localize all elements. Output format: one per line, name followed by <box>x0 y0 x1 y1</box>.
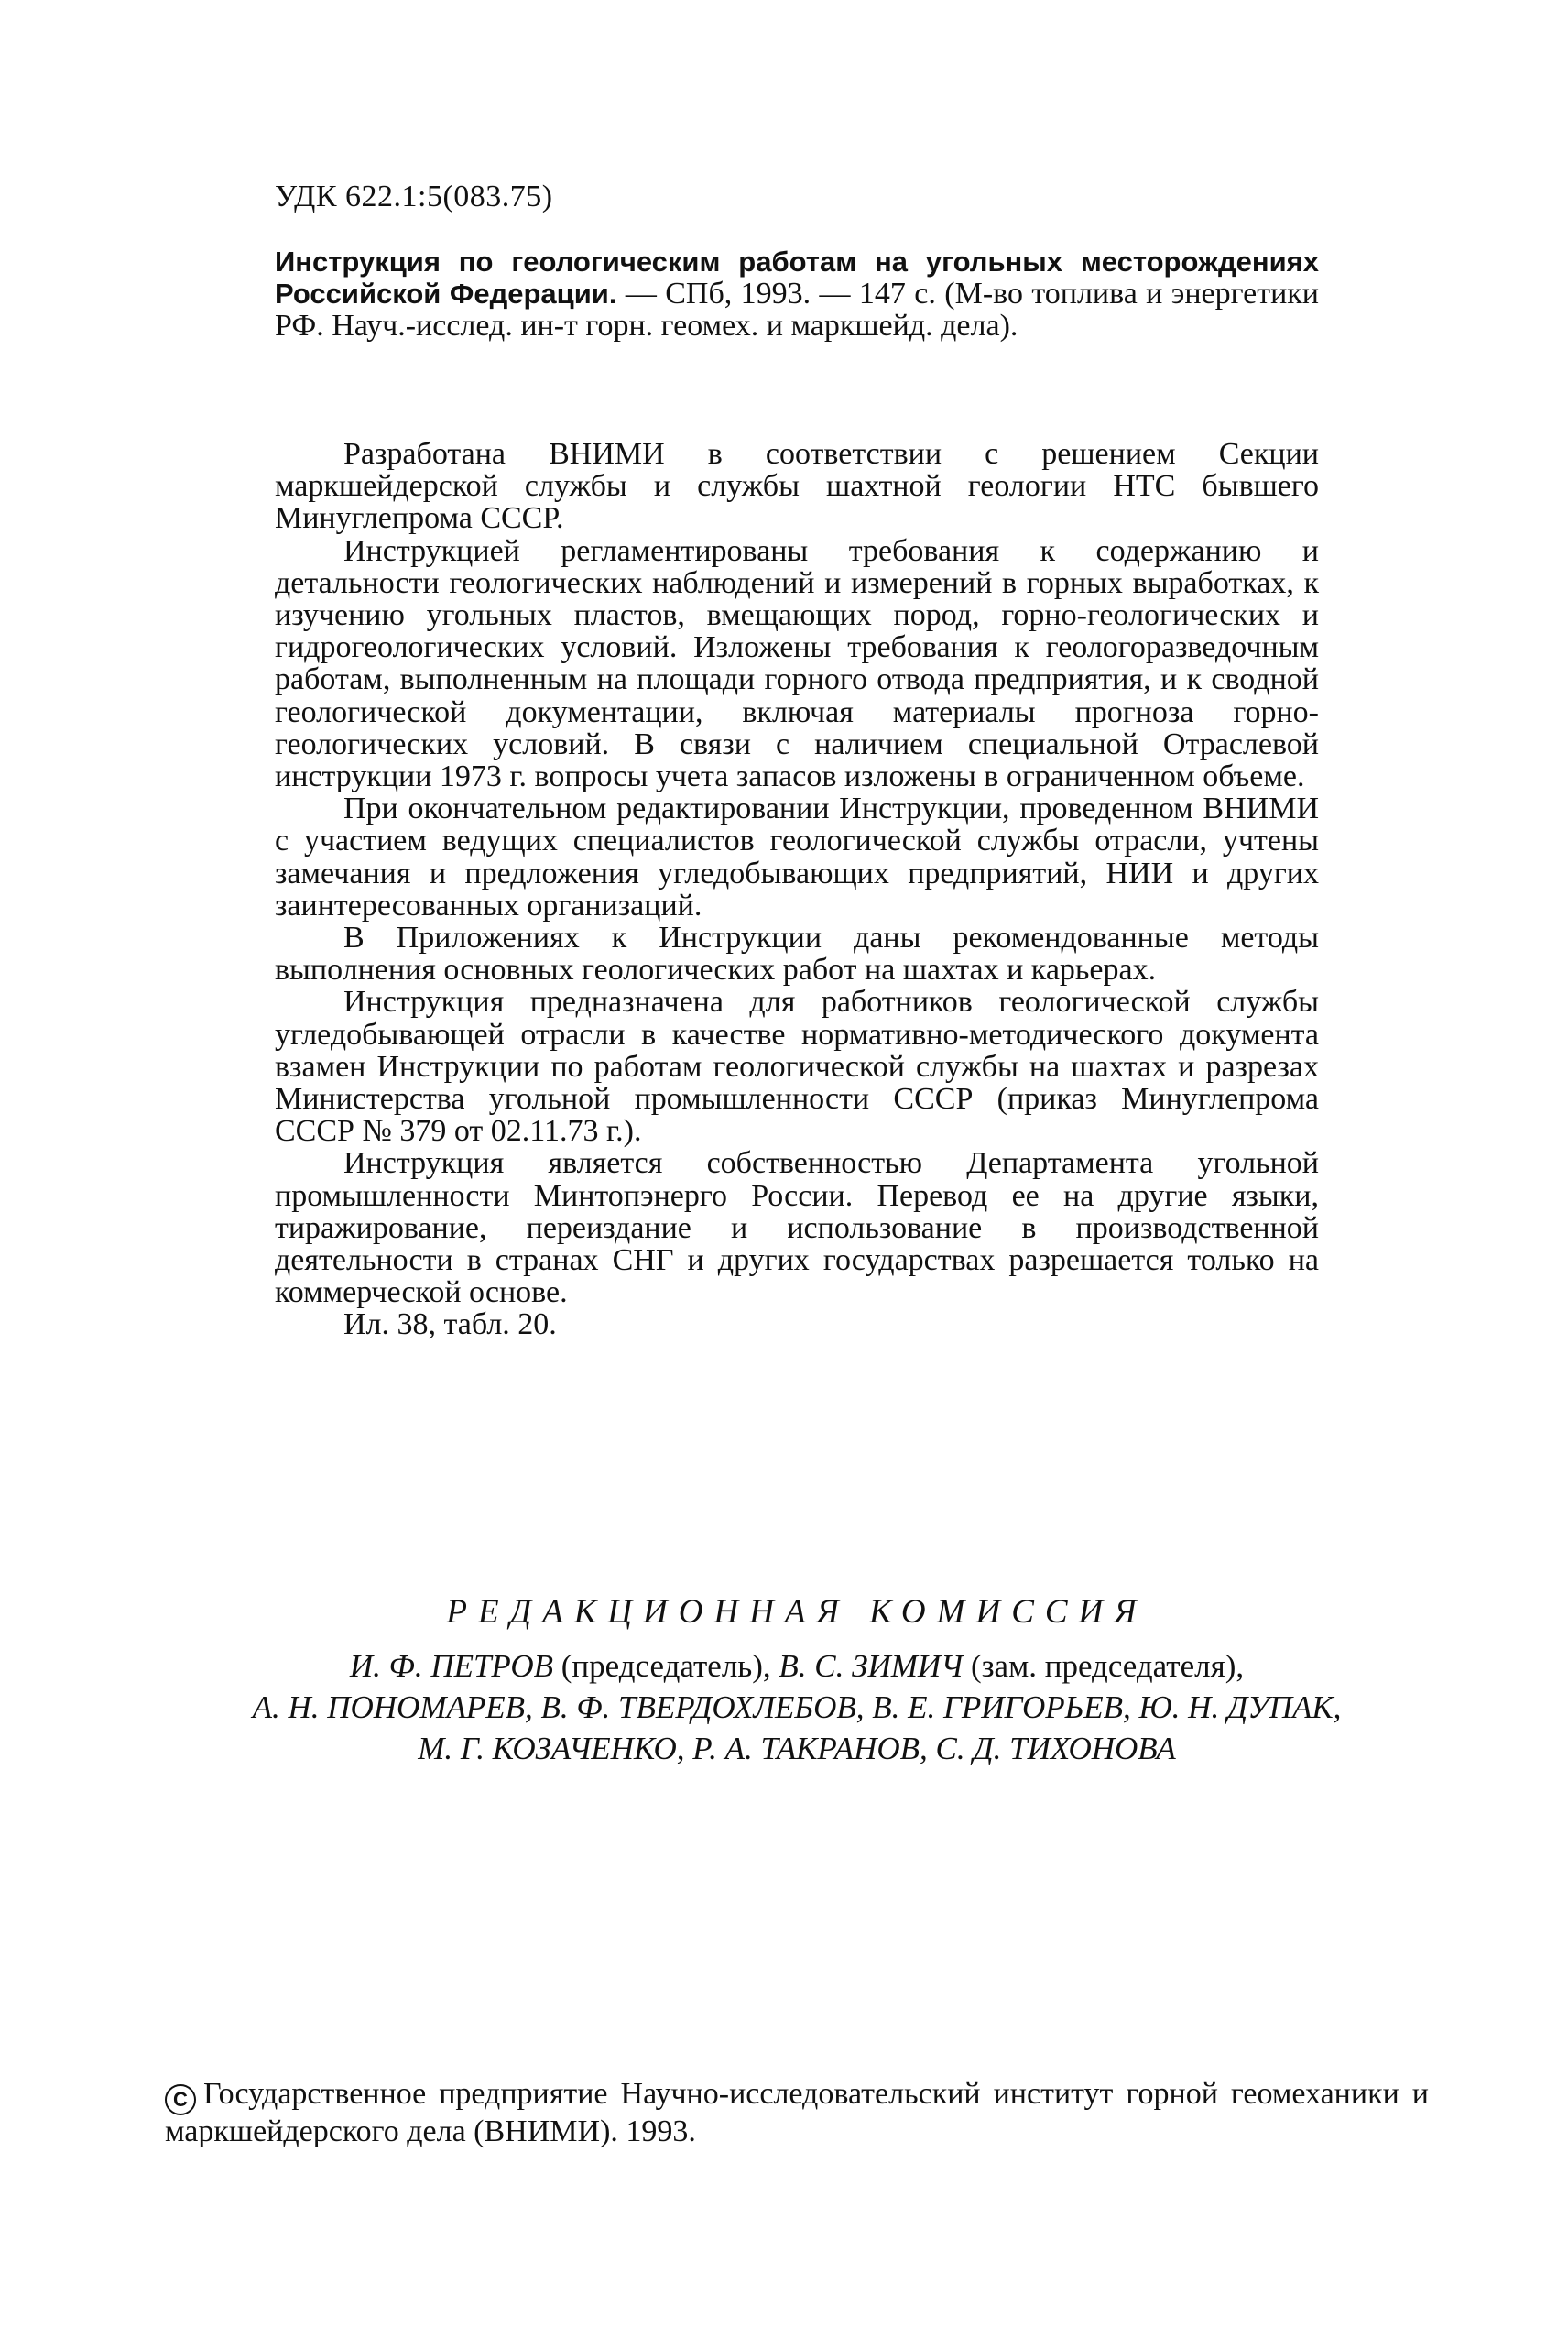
commission-line-1 <box>165 1645 1429 1687</box>
abstract-paragraph: В Приложениях к Инструкции даны рекомендованные методы выполнения основных геологических работ на шахтах и карьерах. <box>275 921 1319 988</box>
abstract-paragraph: Инструкция предназначена для работников геологической службы угледобывающей отрасли в качестве нормативно-методического документа взамен Инструкции по работам геологической службы на шахтах и разрезах Министерства угольной промышленности СССР (приказ Минуглепрома СССР № 379 от 02.11.73 г.). <box>275 985 1319 1149</box>
commission-line-2: А. Н. ПОНОМАРЕВ, В. Ф. ТВЕРДОХЛЕБОВ, В. Е. ГРИГОРЬЕВ, Ю. Н. ДУПАК, <box>252 1689 1342 1725</box>
chairman-name: И. Ф. ПЕТРОВ <box>349 1648 554 1684</box>
abstract-paragraph: Разработана ВНИМИ в соответствии с решением Секции маркшейдерской службы и службы шахтной геологии НТС бывшего Минуглепрома СССР. <box>275 437 1319 536</box>
abstract-paragraph: Инструкция является собственностью Департамента угольной промышленности Минтопэнерго России. Перевод ее на другие языки, тиражирование, переиздание и использование в производственной деятельности в странах СНГ и других государствах разрешается только на коммерческой основе. <box>275 1146 1319 1310</box>
bibliographic-record <box>275 246 1319 342</box>
abstract-paragraph: При окончательном редактировании Инструкции, проведенном ВНИМИ с участием ведущих специалистов геологической службы отрасли, учтены замечания и предложения угледобывающих предприятий, НИИ и других заинтересованных организаций. <box>275 792 1319 923</box>
commission-line-3: М. Г. КОЗАЧЕНКО, Р. А. ТАКРАНОВ, С. Д. ТИХОНОВА <box>418 1731 1176 1766</box>
chairman-role: (председатель), <box>553 1648 779 1684</box>
deputy-chairman-role: (зам. председателя), <box>963 1648 1245 1684</box>
copyright-icon: C <box>165 2084 196 2115</box>
abstract <box>275 438 1319 1341</box>
copyright-notice <box>165 2078 1429 2148</box>
abstract-paragraph: Инструкцией регламентированы требования к содержанию и детальности геологических наблюдений и измерений в горных выработках, к изучению угольных пластов, вмещающих пород, горно-геологических и гидрогеологических условий. Изложены требования к геологоразведочным работам, выполненным на площади горного отвода предприятия, и к сводной геологической документации, включая материалы прогноза горно-геологических условий. В связи с наличием специальной Отраслевой инструкции 1973 г. вопросы учета запасов изложены в ограниченном объеме. <box>275 533 1319 794</box>
editorial-commission-members <box>165 1645 1429 1769</box>
deputy-chairman-name: В. С. ЗИМИЧ <box>779 1648 964 1684</box>
udk-code: УДК 622.1:5(083.75) <box>275 180 553 213</box>
bibliographic-title: Инструкция по геологическим работам на угольных месторождениях Российской Федерации. <box>275 246 1319 310</box>
editorial-commission-title: РЕДАКЦИОННАЯ КОМИССИЯ <box>446 1593 1148 1631</box>
illustrations-count: Ил. 38, табл. 20. <box>343 1307 557 1342</box>
copyright-text: Государственное предприятие Научно-исследовательский институт горной геомеханики и маркшейдерского дела (ВНИМИ). 1993. <box>165 2077 1429 2148</box>
bibliographic-details: — СПб, 1993. — 147 с. (М-во топлива и энергетики РФ. Науч.-исслед. ин-т горн. геомех. и маркшейд. дела). <box>275 277 1320 343</box>
